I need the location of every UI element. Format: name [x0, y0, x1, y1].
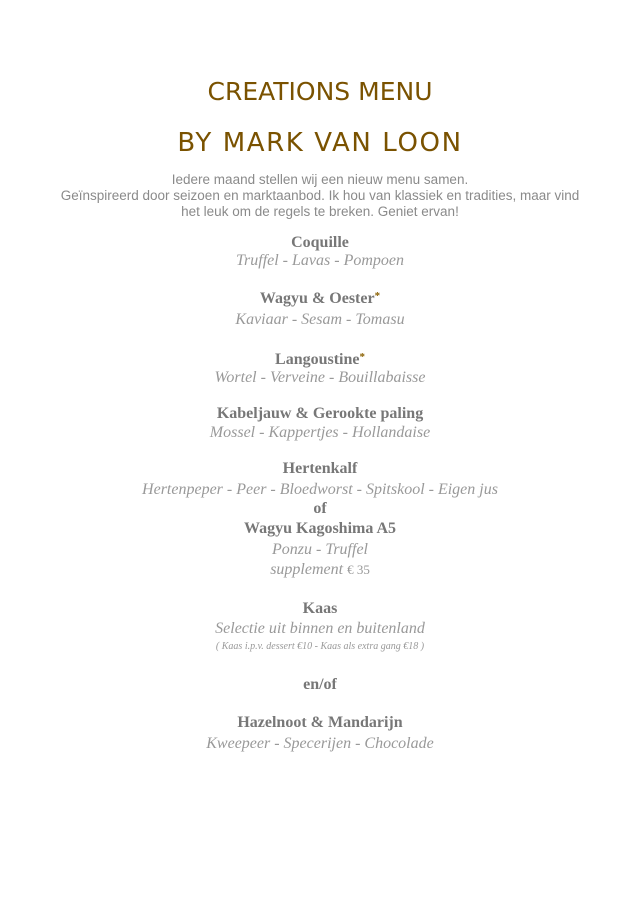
course-description: Wortel - Verveine - Bouillabaisse [214, 369, 426, 386]
course-name [0, 289, 640, 309]
course-description: Ponzu - Truffel [271, 541, 368, 558]
course-name: Wagyu Kagoshima A5 [243, 520, 397, 537]
menu-title: CREATIONS MENU [207, 77, 433, 106]
course-note: ( Kaas i.p.v. dessert €10 - Kaas als extra gang €18 ) [215, 641, 425, 652]
course-description: Kaviaar - Sesam - Tomasu [235, 311, 405, 328]
course-name: Kaas [302, 600, 338, 617]
course-name [0, 350, 640, 370]
supplement-price: € 35 [347, 562, 370, 577]
intro-line: het leuk om de regels te breken. Geniet ervan! [181, 204, 459, 219]
star-mark: * [359, 351, 365, 363]
course-name: Hertenkalf [282, 460, 358, 477]
course-description: Truffel - Lavas - Pompoen [236, 252, 404, 269]
course-description: Selectie uit binnen en buitenland [215, 620, 425, 637]
star-mark: * [374, 290, 381, 302]
separator-or: of [313, 500, 327, 517]
intro-line: Iedere maand stellen wij een nieuw menu samen. [171, 172, 469, 187]
course-name-text: Wagyu & Oester [259, 290, 375, 307]
course-name: Hazelnoot & Mandarijn [237, 714, 403, 731]
separator-and-or: en/of [303, 676, 337, 693]
course-description: Mossel - Kappertjes - Hollandaise [209, 424, 431, 441]
course-name: Kabeljauw & Gerookte paling [216, 405, 424, 422]
course-name-text: Langoustine [275, 351, 360, 368]
supplement-line [0, 560, 640, 580]
course-description: Kweepeer - Specerijen - Chocolade [206, 735, 434, 752]
course-description: Hertenpeper - Peer - Bloedworst - Spitskool - Eigen jus [142, 481, 498, 498]
chef-subtitle: BY MARK VAN LOON [177, 128, 463, 158]
intro-line: Geïnspireerd door seizoen en marktaanbod. Ik hou van klassiek en tradities, maar vind [60, 188, 580, 203]
course-name: Coquille [291, 234, 349, 251]
supplement-label: supplement [270, 561, 344, 578]
